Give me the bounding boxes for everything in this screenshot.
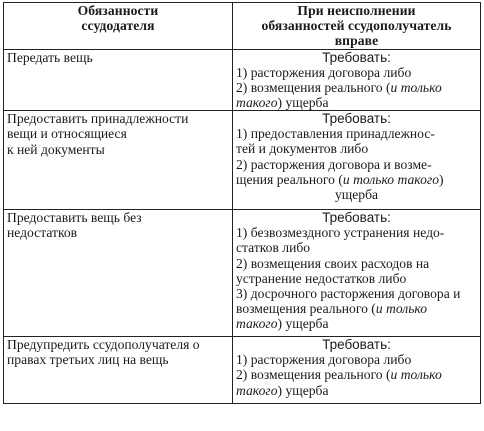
demand-label: Требовать: bbox=[322, 337, 391, 353]
remedy-italic-text: и только bbox=[390, 79, 442, 95]
duty-text: Передать вещь bbox=[7, 49, 93, 65]
remedy-line bbox=[236, 383, 477, 398]
demand-label: Требовать: bbox=[322, 210, 391, 226]
rights-cell bbox=[233, 210, 481, 337]
table-row bbox=[4, 49, 481, 111]
table-row bbox=[4, 111, 481, 210]
remedy-line: 3) досрочного расторжения договора и bbox=[236, 286, 461, 302]
header-line: Обязанности bbox=[77, 3, 159, 18]
remedy-line bbox=[236, 80, 477, 95]
remedy-text: 2) возмещения реального ( bbox=[236, 367, 391, 383]
remedy-italic-text: такого bbox=[236, 382, 278, 398]
remedy-italic-text: и только bbox=[375, 301, 428, 317]
header-rights bbox=[233, 3, 481, 50]
duty-cell bbox=[4, 210, 233, 337]
duty-cell bbox=[4, 49, 233, 111]
duty-text: Предоставить принадлежности bbox=[7, 111, 189, 127]
table-row bbox=[4, 210, 481, 337]
remedy-text: ) bbox=[439, 171, 444, 187]
header-line: ссудодателя bbox=[81, 18, 155, 34]
table-row bbox=[4, 337, 481, 404]
duty-text: Предоставить вещь без bbox=[7, 210, 142, 226]
duty-text: правах третьих лиц на вещь bbox=[7, 352, 169, 368]
rights-cell bbox=[233, 49, 481, 111]
remedy-line: устранение недостатков либо bbox=[236, 270, 407, 286]
remedy-line bbox=[236, 367, 477, 382]
remedy-italic-text: такого bbox=[236, 95, 278, 111]
remedy-italic-text: такого bbox=[236, 316, 278, 332]
header-line: При неисполнении bbox=[297, 3, 416, 18]
header-line: вправе bbox=[334, 33, 379, 49]
duty-text: Предупредить ссудополучателя о bbox=[7, 337, 200, 353]
remedy-text: 2) возмещения реального ( bbox=[236, 79, 391, 95]
duty-text: к ней документы bbox=[7, 141, 105, 157]
rights-cell bbox=[233, 337, 481, 404]
remedy-line: 1) безвозмездного устранения недо- bbox=[236, 225, 445, 241]
remedy-line: 1) расторжения договора либо bbox=[236, 64, 412, 80]
rights-cell bbox=[233, 111, 481, 210]
duties-table bbox=[3, 2, 481, 404]
remedy-text: ) ущерба bbox=[277, 95, 329, 111]
remedy-line bbox=[236, 316, 477, 331]
duty-text: вещи и относящиеся bbox=[7, 126, 127, 142]
demand-label: Требовать: bbox=[322, 111, 391, 127]
remedy-italic-text: и только такого bbox=[342, 171, 440, 187]
demand-label: Требовать: bbox=[322, 49, 391, 65]
remedy-text: щения реального ( bbox=[236, 171, 343, 187]
duty-cell bbox=[4, 111, 233, 210]
remedy-line: 2) расторжения договора и возме- bbox=[236, 156, 432, 172]
duty-text: недостатков bbox=[7, 225, 78, 241]
remedy-text: возмещения реального ( bbox=[236, 301, 376, 317]
remedy-text: ) ущерба bbox=[277, 382, 329, 398]
remedy-line bbox=[236, 301, 477, 316]
remedy-text: ) ущерба bbox=[277, 316, 329, 332]
remedy-line bbox=[236, 172, 477, 187]
header-line: обязанностей ссудополучатель bbox=[261, 18, 452, 34]
remedy-line: статков либо bbox=[236, 240, 311, 256]
remedy-line: 2) возмещения своих расходов на bbox=[236, 255, 430, 271]
remedy-line: ущерба bbox=[334, 187, 379, 203]
header-duties bbox=[4, 3, 233, 50]
remedy-line: 1) расторжения договора либо bbox=[236, 352, 412, 368]
duty-cell bbox=[4, 337, 233, 404]
table-header-row bbox=[4, 3, 481, 50]
remedy-line: тей и документов либо bbox=[236, 141, 369, 157]
remedy-line bbox=[236, 95, 477, 110]
remedy-line: 1) предоставления принадлежнос- bbox=[236, 126, 435, 142]
remedy-italic-text: и только bbox=[390, 367, 442, 383]
